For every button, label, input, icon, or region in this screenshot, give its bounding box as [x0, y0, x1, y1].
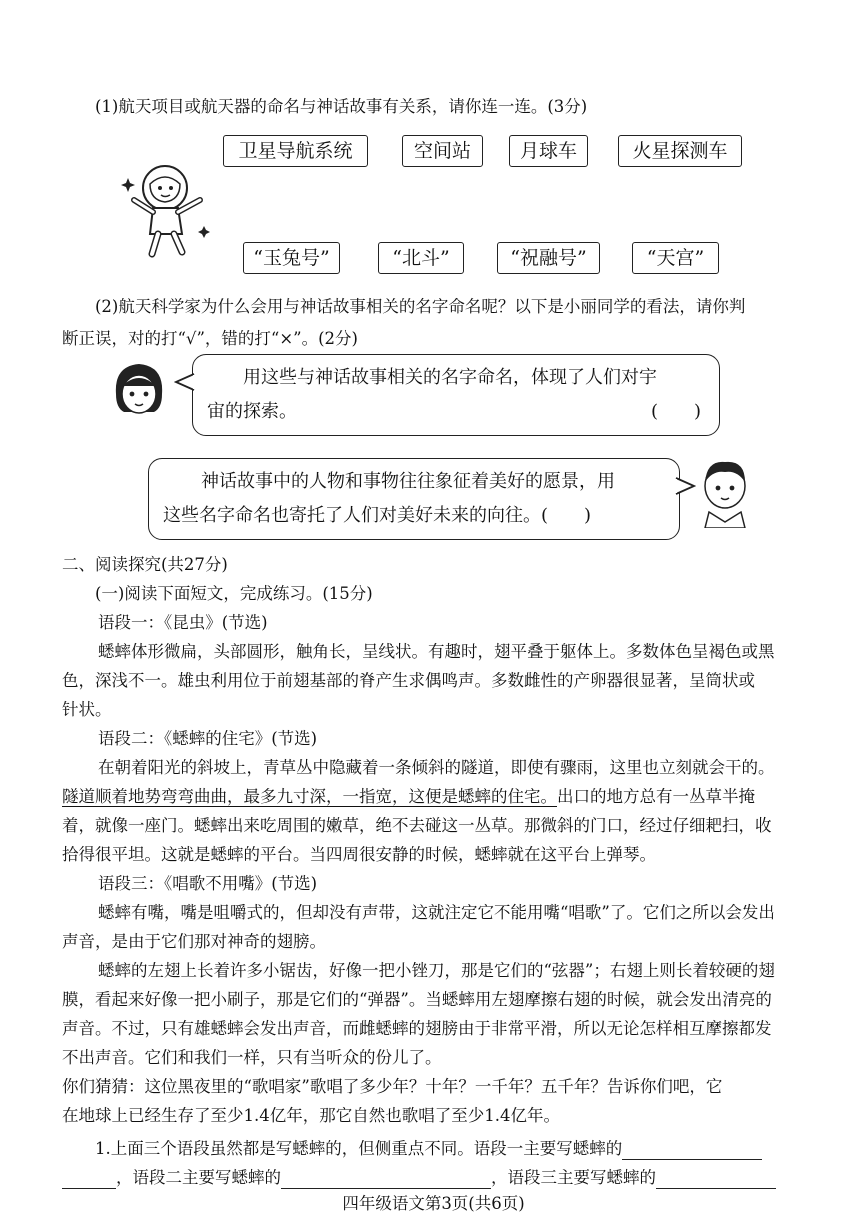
- segment-2-title: 语段二：《蟋蟀的住宅》(节选): [98, 729, 318, 748]
- segment-2-line2: [62, 782, 755, 811]
- answer-paren-1[interactable]: ( ): [650, 401, 701, 422]
- segment-1-line2: 色，深浅不一。雄虫利用位于前翅基部的脊产生求偶鸣声。多数雌性的产卵器很显著，呈筒状或: [62, 671, 755, 690]
- match-box-zhurong: “祝融号”: [497, 242, 600, 274]
- question-1-fill-text2: ，语段二主要写蟋蟀的: [116, 1168, 281, 1187]
- girl-avatar: [108, 360, 170, 422]
- segment-3-line6: 不出声音。它们和我们一样，只有当听众的份儿了。: [62, 1048, 442, 1067]
- question-1-prompt: (1)航天项目或航天器的命名与神话故事有关系，请你连一连。(3分): [95, 97, 588, 116]
- segment-3-line2: 声音，是由于它们那对神奇的翅膀。: [62, 932, 326, 951]
- question-2-prompt-line1: (2)航天科学家为什么会用与神话故事相关的名字命名呢？以下是小丽同学的看法，请你判: [95, 297, 746, 316]
- segment-2-line2-rest: 出口的地方总有一丛草半掩: [557, 787, 755, 806]
- question-1-fill-line2: [62, 1163, 776, 1192]
- bubble-1-line1: 用这些与神话故事相关的名字命名，体现了人们对宇: [243, 367, 657, 388]
- match-box-lunar-rover: 月球车: [509, 135, 588, 167]
- match-box-space-station: 空间站: [402, 135, 483, 167]
- segment-2-line3: 着，就像一座门。蟋蟀出来吃周围的嫩草，绝不去碰这一丛草。那微斜的门口，经过仔细耙扫，收: [62, 816, 772, 835]
- astronaut-illustration: [120, 160, 215, 260]
- match-box-satellite-navigation: 卫星导航系统: [223, 135, 368, 167]
- match-box-tiangong: “天宫”: [632, 242, 719, 274]
- bubble-2-line1: 神话故事中的人物和事物往往象征着美好的愿景，用: [201, 471, 615, 492]
- question-2-prompt-line2: 断正误，对的打“√”，错的打“×”。(2分): [62, 329, 358, 348]
- answer-blank-1-cont[interactable]: [62, 1168, 116, 1189]
- section-2-sub1: (一)阅读下面短文，完成练习。(15分): [95, 584, 373, 603]
- segment-3-line4: 膜，看起来好像一把小刷子，那是它们的“弹器”。当蟋蟀用左翅摩擦右翅的时候，就会发出清亮的: [62, 990, 772, 1009]
- match-box-yutu: “玉兔号”: [243, 242, 340, 274]
- segment-3-line3: 蟋蟀的左翅上长着许多小锯齿，好像一把小锉刀，那是它们的“弦器”；右翅上则长着较硬的翅: [98, 961, 775, 980]
- bubble-2-pointer: [674, 476, 696, 496]
- speech-bubble-1: [192, 354, 720, 436]
- bubble-1-line2: 宙的探索。: [207, 401, 297, 422]
- answer-blank-2[interactable]: [281, 1168, 491, 1189]
- segment-2-underlined-sentence: 隧道顺着地势弯弯曲曲，最多九寸深，一指宽，这便是蟋蟀的住宅。: [62, 787, 557, 806]
- segment-1-title: 语段一：《昆虫》(节选): [98, 613, 268, 632]
- segment-3-title: 语段三：《唱歌不用嘴》(节选): [98, 874, 318, 893]
- segment-1-line3: 针状。: [62, 700, 112, 719]
- segment-3-line1: 蟋蟀有嘴，嘴是咀嚼式的，但却没有声带，这就注定它不能用嘴“唱歌”了。它们之所以会发出: [98, 903, 775, 922]
- answer-blank-1[interactable]: [622, 1139, 762, 1160]
- segment-3-line5: 声音。不过，只有雄蟋蟀会发出声音，而雌蟋蟀的翅膀由于非常平滑，所以无论怎样相互摩擦都发: [62, 1019, 772, 1038]
- page-footer: 四年级语文第3页(共6页): [342, 1194, 525, 1213]
- segment-2-line4: 拾得很平坦。这就是蟋蟀的平台。当四周很安静的时候，蟋蟀就在这平台上弹琴。: [62, 845, 656, 864]
- bubble-1-pointer: [174, 372, 196, 392]
- segment-3-line7: 你们猜猜：这位黑夜里的“歌唱家”歌唱了多少年？十年？一千年？五千年？告诉你们吧，它: [62, 1077, 723, 1096]
- match-box-beidou: “北斗”: [378, 242, 464, 274]
- bubble-2-line2: 这些名字命名也寄托了人们对美好未来的向往。( ): [163, 505, 592, 526]
- boy-avatar: [695, 456, 755, 528]
- segment-3-line8: 在地球上已经生存了至少1.4亿年，那它自然也歌唱了至少1.4亿年。: [62, 1106, 560, 1125]
- speech-bubble-2: [148, 458, 680, 540]
- match-box-mars-rover: 火星探测车: [618, 135, 742, 167]
- answer-blank-3[interactable]: [656, 1168, 776, 1189]
- segment-1-line1: 蟋蟀体形微扁，头部圆形，触角长，呈线状。有趣时，翅平叠于躯体上。多数体色呈褐色或黑: [98, 642, 775, 661]
- question-1-fill-text3: ，语段三主要写蟋蟀的: [491, 1168, 656, 1187]
- question-1-fill-line1: [95, 1134, 762, 1163]
- segment-2-line1: 在朝着阳光的斜坡上，青草丛中隐藏着一条倾斜的隧道，即使有骤雨，这里也立刻就会干的。: [98, 758, 775, 777]
- question-1-fill-text1: 1.上面三个语段虽然都是写蟋蟀的，但侧重点不同。语段一主要写蟋蟀的: [95, 1139, 623, 1158]
- section-2-title: 二、阅读探究(共27分): [62, 555, 228, 574]
